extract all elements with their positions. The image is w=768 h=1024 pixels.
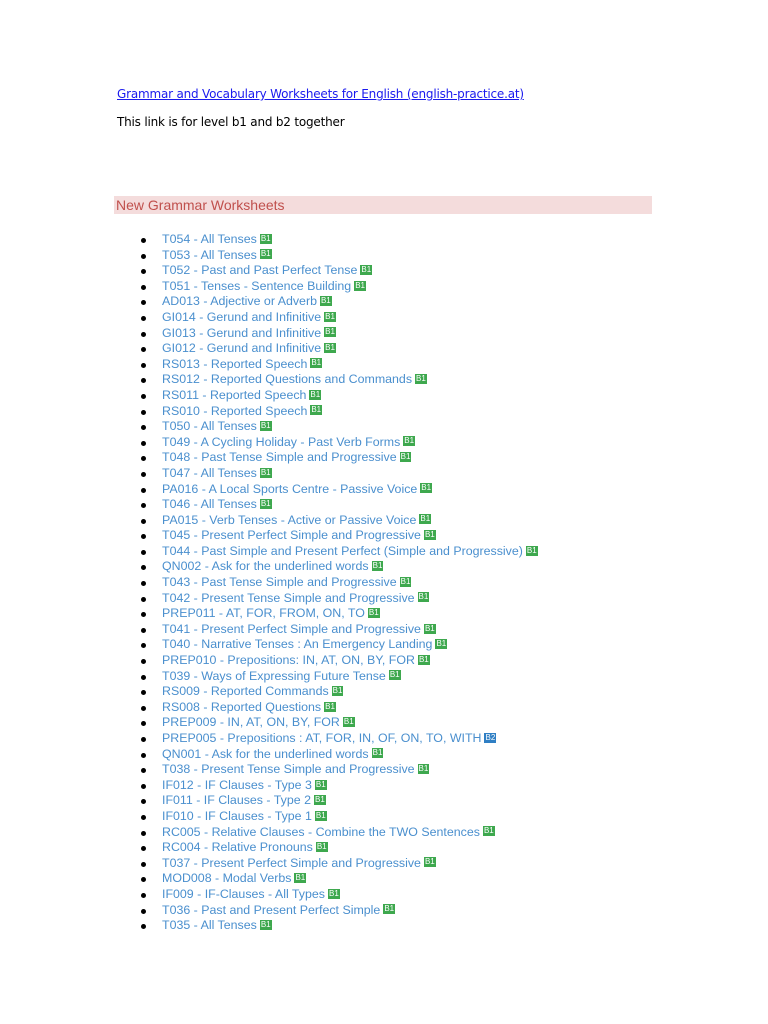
worksheet-link[interactable]: IF011 - IF Clauses - Type 2 <box>162 793 311 808</box>
worksheet-link[interactable]: T043 - Past Tense Simple and Progressive <box>162 575 397 590</box>
worksheet-item <box>162 528 538 544</box>
worksheet-link[interactable]: RS011 - Reported Speech <box>162 387 307 402</box>
worksheet-link[interactable]: GI012 - Gerund and Infinitive <box>162 341 322 356</box>
level-badge: B1 <box>483 826 494 836</box>
worksheet-link[interactable]: T047 - All Tenses <box>162 465 257 480</box>
worksheet-link[interactable]: PREP009 - IN, AT, ON, BY, FOR <box>162 715 340 730</box>
english-practice-link[interactable]: Grammar and Vocabulary Worksheets for English (english-practice.at) <box>117 87 524 101</box>
worksheet-link[interactable]: RC004 - Relative Pronouns <box>162 840 313 855</box>
level-badge: B1 <box>424 857 435 867</box>
worksheet-link[interactable]: PREP010 - Prepositions: IN, AT, ON, BY, FOR <box>162 653 415 668</box>
worksheet-link[interactable]: RC005 - Relative Clauses - Combine the TWO Sentences <box>162 824 480 839</box>
worksheet-item <box>162 871 538 887</box>
worksheet-link[interactable]: T040 - Narrative Tenses : An Emergency Landing <box>162 637 433 652</box>
worksheet-link[interactable]: T054 - All Tenses <box>162 232 257 246</box>
worksheet-link[interactable]: T051 - Tenses - Sentence Building <box>162 278 352 293</box>
worksheet-link[interactable]: RS009 - Reported Commands <box>162 684 329 699</box>
worksheet-link[interactable]: PREP005 - Prepositions : AT, FOR, IN, OF, ON, TO, WITH <box>162 731 482 745</box>
worksheet-item <box>162 653 538 669</box>
level-badge: B1 <box>260 420 271 430</box>
worksheet-item <box>162 497 538 513</box>
level-badge: B1 <box>320 296 331 306</box>
worksheet-link[interactable]: T045 - Present Perfect Simple and Progressive <box>162 528 421 543</box>
worksheet-link[interactable]: T053 - All Tenses <box>162 247 257 262</box>
worksheet-link[interactable]: T035 - All Tenses <box>162 918 257 933</box>
worksheet-link[interactable]: PA016 - A Local Sports Centre - Passive Voice <box>162 481 418 496</box>
level-badge: B2 <box>485 732 496 742</box>
worksheet-link[interactable]: QN001 - Ask for the underlined words <box>162 746 369 761</box>
worksheet-item <box>162 856 538 872</box>
worksheet-link[interactable]: T050 - All Tenses <box>162 419 257 434</box>
worksheet-item <box>162 419 538 435</box>
worksheet-item <box>162 684 538 700</box>
worksheet-item <box>162 606 538 622</box>
level-badge: B1 <box>526 545 537 555</box>
level-badge: B1 <box>424 530 435 539</box>
level-badge: B1 <box>372 748 383 758</box>
worksheet-item <box>162 762 538 778</box>
worksheet-item <box>162 637 538 653</box>
worksheet-item <box>162 918 538 934</box>
level-badge: B1 <box>325 701 335 711</box>
worksheet-item <box>162 357 538 373</box>
level-badge: B1 <box>332 685 343 695</box>
level-badge: B1 <box>260 498 271 508</box>
worksheet-item <box>162 435 538 451</box>
worksheet-link[interactable]: IF012 - IF Clauses - Type 3 <box>162 777 312 792</box>
level-badge: B1 <box>343 717 354 727</box>
level-badge: B1 <box>418 592 429 602</box>
level-badge: B1 <box>355 280 365 290</box>
level-badge: B1 <box>418 654 429 664</box>
worksheet-item <box>162 482 538 498</box>
worksheet-link[interactable]: T048 - Past Tense Simple and Progressive <box>162 450 397 465</box>
worksheet-item <box>162 840 538 856</box>
worksheet-link[interactable]: T041 - Present Perfect Simple and Progressive <box>162 621 421 636</box>
level-badge: B1 <box>328 888 339 898</box>
level-badge: B1 <box>316 841 327 851</box>
worksheet-item <box>162 793 538 809</box>
worksheet-link[interactable]: IF009 - IF-Clauses - All Types <box>162 886 325 901</box>
worksheet-link[interactable]: PREP011 - AT, FOR, FROM, ON, TO <box>162 606 365 621</box>
level-badge: B1 <box>416 374 426 384</box>
level-badge: B1 <box>260 233 271 243</box>
worksheet-link[interactable]: IF010 - IF Clauses - Type 1 <box>162 808 312 823</box>
level-badge: B1 <box>420 514 431 524</box>
level-badge: B1 <box>325 342 335 352</box>
level-badge: B1 <box>400 576 411 586</box>
worksheet-item <box>162 294 538 310</box>
level-badge: B1 <box>421 483 432 493</box>
level-badge: B1 <box>311 358 322 368</box>
worksheet-link[interactable]: T038 - Present Tense Simple and Progressive <box>162 762 415 777</box>
worksheet-link[interactable]: T042 - Present Tense Simple and Progressive <box>162 590 415 605</box>
level-badge: B1 <box>311 405 322 415</box>
worksheet-link[interactable]: RS008 - Reported Questions <box>162 699 322 714</box>
level-badge: B1 <box>372 561 383 571</box>
worksheet-item <box>162 575 538 591</box>
worksheet-item <box>162 279 538 295</box>
worksheet-item <box>162 747 538 763</box>
worksheet-item <box>162 450 538 466</box>
worksheet-list <box>162 232 538 934</box>
worksheet-link[interactable]: T052 - Past and Past Perfect Tense <box>162 263 358 278</box>
level-badge: B1 <box>361 264 372 274</box>
worksheet-item <box>162 700 538 716</box>
worksheet-link[interactable]: AD013 - Adjective or Adverb <box>162 294 317 309</box>
worksheet-item <box>162 248 538 264</box>
worksheet-item <box>162 232 538 248</box>
worksheet-item <box>162 466 538 482</box>
level-badge: B1 <box>418 763 429 773</box>
worksheet-link[interactable]: T049 - A Cycling Holiday - Past Verb Forms <box>162 434 401 449</box>
worksheet-link[interactable]: RS010 - Reported Speech <box>162 403 308 418</box>
worksheet-item <box>162 778 538 794</box>
worksheet-link[interactable]: MOD008 - Modal Verbs <box>162 871 292 886</box>
worksheet-link[interactable]: T036 - Past and Present Perfect Simple <box>162 902 381 917</box>
worksheet-item <box>162 715 538 731</box>
worksheet-item <box>162 559 538 575</box>
worksheet-item <box>162 887 538 903</box>
worksheet-link[interactable]: PA015 - Verb Tenses - Active or Passive Voice <box>162 512 417 527</box>
worksheet-item <box>162 388 538 404</box>
worksheet-link[interactable]: RS013 - Reported Speech <box>162 356 308 371</box>
level-badge: B1 <box>260 249 271 259</box>
worksheet-item <box>162 903 538 919</box>
level-badge: B1 <box>315 779 326 789</box>
worksheet-item <box>162 825 538 841</box>
worksheet-item <box>162 809 538 825</box>
level-badge: B1 <box>260 919 271 929</box>
level-badge: B1 <box>436 639 447 649</box>
worksheet-link[interactable]: GI014 - Gerund and Infinitive <box>162 309 322 324</box>
worksheet-link[interactable]: T039 - Ways of Expressing Future Tense <box>162 668 386 683</box>
worksheet-item <box>162 263 538 279</box>
level-badge: B1 <box>424 623 435 633</box>
worksheet-item <box>162 404 538 420</box>
worksheet-item <box>162 591 538 607</box>
worksheet-item <box>162 513 538 529</box>
section-title: New Grammar Worksheets <box>116 197 285 213</box>
worksheet-link[interactable]: QN002 - Ask for the underlined words <box>162 559 369 574</box>
level-badge: B1 <box>384 904 395 914</box>
worksheet-link[interactable]: RS012 - Reported Questions and Commands <box>162 372 413 387</box>
worksheet-link[interactable]: T037 - Present Perfect Simple and Progressive <box>162 855 421 870</box>
level-badge: B1 <box>368 607 379 617</box>
section-heading <box>114 196 652 214</box>
worksheet-item <box>162 731 538 747</box>
level-badge: B1 <box>325 327 335 337</box>
worksheet-item <box>162 669 538 685</box>
worksheet-link[interactable]: T046 - All Tenses <box>162 497 257 512</box>
worksheet-item <box>162 622 538 638</box>
worksheet-item <box>162 310 538 326</box>
level-badge: B1 <box>389 670 400 680</box>
level-badge: B1 <box>325 311 335 321</box>
level-badge: B1 <box>314 795 325 805</box>
worksheet-link[interactable]: T044 - Past Simple and Present Perfect (Simple and Progressive) <box>162 543 523 558</box>
level-badge: B1 <box>310 389 321 399</box>
level-badge: B1 <box>260 467 271 477</box>
worksheet-item <box>162 372 538 388</box>
level-badge: B1 <box>400 452 411 462</box>
worksheet-item <box>162 544 538 560</box>
level-note: This link is for level b1 and b2 together <box>117 115 345 129</box>
worksheet-link[interactable]: GI013 - Gerund and Infinitive <box>162 325 322 340</box>
level-badge: B1 <box>404 436 415 446</box>
level-badge: B1 <box>315 810 326 820</box>
worksheet-item <box>162 341 538 357</box>
level-badge: B1 <box>295 873 306 883</box>
worksheet-item <box>162 326 538 342</box>
